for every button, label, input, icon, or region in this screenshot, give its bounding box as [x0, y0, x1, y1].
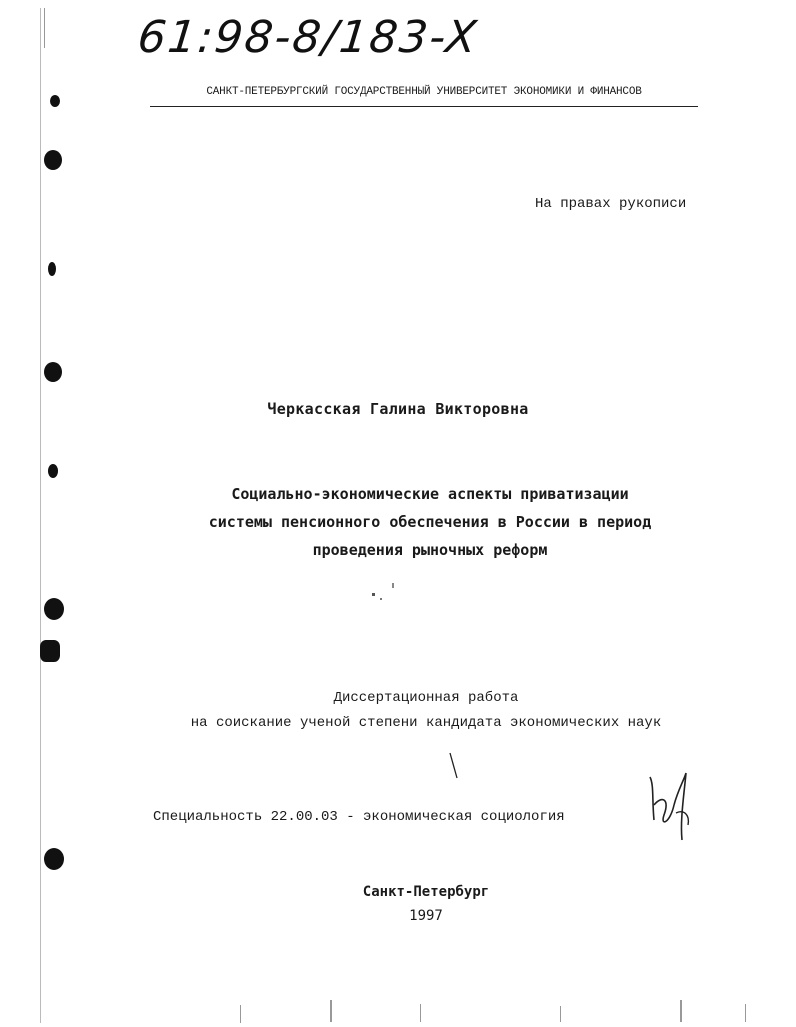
scan-noise	[745, 1004, 746, 1022]
university-name: САНКТ-ПЕТЕРБУРГСКИЙ ГОСУДАРСТВЕННЫЙ УНИВЕРСИТЕТ ЭКОНОМИКИ И ФИНАНСОВ	[206, 86, 642, 98]
specialty-line: Специальность 22.00.03 - экономическая социология	[153, 809, 565, 825]
scan-noise	[560, 1006, 561, 1022]
scan-speck	[392, 583, 394, 588]
city: Санкт-Петербург	[362, 884, 490, 900]
title-line: Социально-экономические аспекты приватизации	[231, 485, 629, 503]
year: 1997	[409, 908, 443, 924]
punch-hole-mark	[44, 150, 62, 170]
punch-hole-mark	[40, 640, 60, 662]
dissertation-title	[150, 480, 710, 564]
punch-hole-mark	[44, 362, 62, 382]
scan-noise	[330, 1000, 332, 1022]
punch-hole-mark	[44, 848, 64, 870]
scan-edge-line	[44, 8, 45, 48]
pen-mark	[448, 752, 460, 780]
punch-hole-mark	[50, 95, 60, 107]
scan-noise	[420, 1004, 421, 1022]
title-line: системы пенсионного обеспечения в России в период	[208, 513, 652, 531]
degree-line: на соискание ученой степени кандидата экономических наук	[190, 715, 662, 731]
punch-hole-mark	[48, 262, 56, 276]
header-divider	[150, 106, 698, 107]
punch-hole-mark	[48, 464, 58, 478]
scan-speck	[372, 593, 375, 596]
scan-edge-line	[40, 8, 41, 1023]
signature-image	[640, 765, 700, 845]
handwritten-archive-code: 61:98-8/183-X	[135, 12, 481, 63]
author-name: Черкасская Галина Викторовна	[267, 400, 529, 418]
scan-noise	[680, 1000, 682, 1022]
scan-noise	[240, 1005, 241, 1023]
title-line: проведения рыночных реформ	[312, 541, 548, 559]
punch-hole-mark	[44, 598, 64, 620]
work-type: Диссертационная работа	[333, 690, 519, 706]
manuscript-note: На правах рукописи	[535, 196, 687, 212]
scan-speck	[380, 598, 382, 600]
